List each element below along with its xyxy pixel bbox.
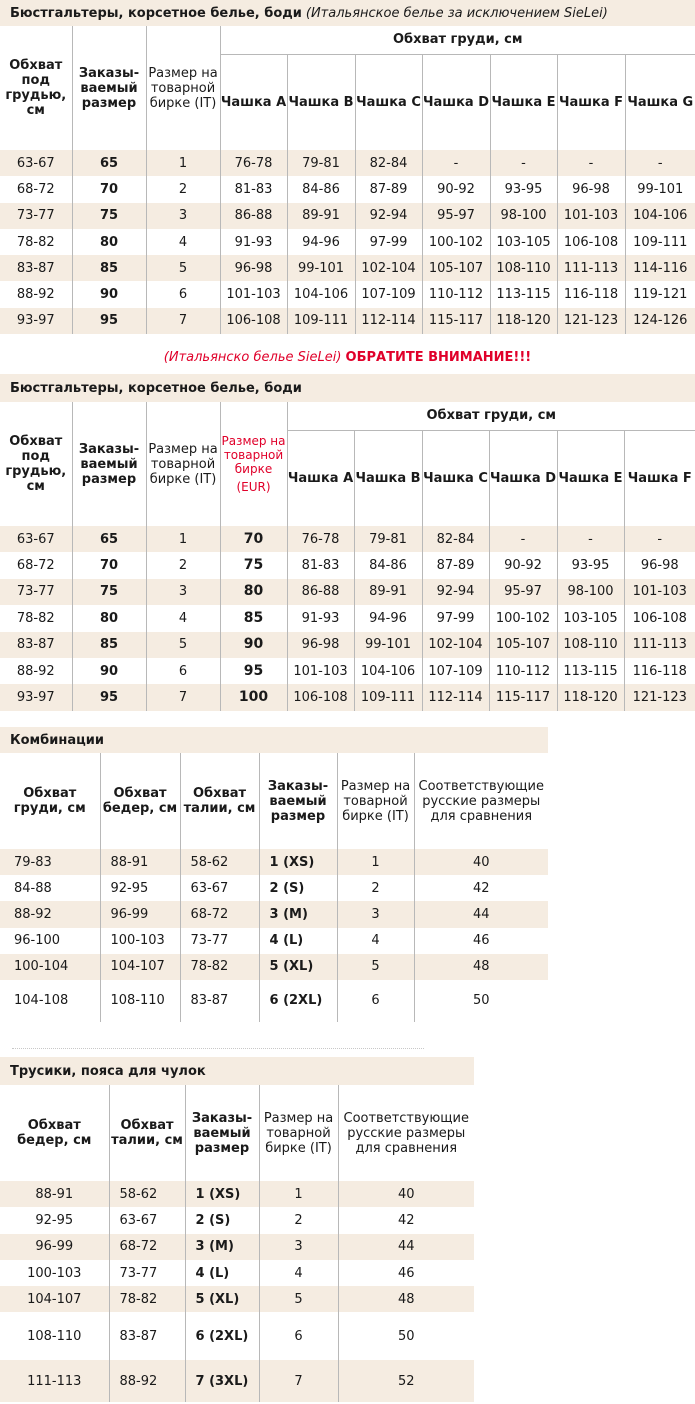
table2-cell-cup-c: 82-84 [422, 526, 489, 552]
table4-cell-order: 2 (S) [185, 1207, 259, 1233]
table2-title: Бюстгальтеры, корсетное белье, боди [10, 380, 302, 396]
table4-cell-waist: 88-92 [109, 1360, 185, 1402]
table2-cell-cup-d: 105-107 [489, 632, 557, 658]
table4 [0, 1085, 474, 1402]
table1 [0, 26, 695, 334]
note-italic: (Итальянско белье SieLei) [163, 350, 342, 365]
t2-cup-header: Чашка A [287, 430, 354, 526]
table4-cell-hips: 104-107 [0, 1286, 109, 1312]
table2-cell-cup-f: 101-103 [624, 579, 695, 605]
table3-cell-hips: 104-107 [100, 954, 180, 980]
table2-cell-cup-a: 106-108 [287, 684, 354, 710]
table4-cell-hips: 111-113 [0, 1360, 109, 1402]
table3-cell-order: 4 (L) [259, 928, 337, 954]
table3-cell-bust: 88-92 [0, 901, 100, 927]
table4-cell-hips: 88-91 [0, 1181, 109, 1207]
table4-cell-hips: 108-110 [27, 1328, 82, 1344]
table1-cell-cup-g: 99-101 [625, 176, 695, 202]
table1-row [0, 255, 695, 281]
table1-cell-cup-g: 104-106 [625, 203, 695, 229]
table4-cell-ru: 48 [338, 1286, 474, 1312]
table3-cell-bust: 96-100 [14, 933, 61, 949]
table1-cell-cup-f: 101-103 [557, 203, 625, 229]
table2-cell-eur: 85 [220, 605, 287, 631]
t2-h-eur-label: Размер на товарной бирке [221, 434, 286, 476]
table3-cell-tag: 5 [337, 954, 414, 980]
table4-cell-tag: 1 [259, 1181, 338, 1207]
table2-cell-cup-b: 89-91 [354, 579, 422, 605]
table4-cell-order: 5 (XL) [185, 1286, 259, 1312]
table1-cell-cup-e: 108-110 [490, 255, 557, 281]
table1-cell-cup-b: 99-101 [287, 255, 355, 281]
t2-h-eur [220, 402, 287, 526]
table1-title: Бюстгальтеры, корсетное белье, боди [10, 5, 302, 21]
table2-cell-cup-d: 110-112 [489, 658, 557, 684]
table2-cell-order: 75 [72, 579, 146, 605]
table2-cell-order: 65 [72, 526, 146, 552]
table1-row [0, 176, 695, 202]
table1-cell-tag: 5 [146, 255, 220, 281]
table1-cell-cup-b: 104-106 [287, 281, 355, 307]
table1-cell-underbust: 63-67 [0, 150, 72, 176]
table4-row [0, 1260, 474, 1286]
table1-cell-cup-d: 115-117 [422, 308, 490, 334]
table4-title-bar [0, 1057, 474, 1085]
table1-row [0, 229, 695, 255]
table1-cell-underbust: 83-87 [0, 255, 72, 281]
table3-cell-waist: 78-82 [180, 954, 259, 980]
table3-cell-tag: 1 [337, 849, 414, 875]
table2-cell-cup-e: 118-120 [557, 684, 624, 710]
table4-cell-tag: 3 [259, 1234, 338, 1260]
table1-cell-tag: 1 [146, 150, 220, 176]
t2-h-underbust: Обхват под грудью, см [5, 434, 67, 494]
table2-cell-eur: 80 [220, 579, 287, 605]
table1-cell-cup-f: 106-108 [557, 229, 625, 255]
table4-cell-ru: 52 [338, 1360, 474, 1402]
table3-cell-order: 1 (XS) [259, 849, 337, 875]
table3-cell-hips: 100-103 [100, 928, 180, 954]
table1-subtitle: (Итальянское белье за исключением SieLei) [305, 5, 608, 21]
table1-cell-order: 65 [72, 150, 146, 176]
table3-cell-waist: 68-72 [180, 901, 259, 927]
table4-row [0, 1286, 474, 1312]
table4-cell-waist: 68-72 [109, 1234, 185, 1260]
table2-cell-order: 90 [72, 658, 146, 684]
t1-h-tag: Размер на товарной бирке (IT) [146, 26, 220, 150]
table3-cell-order: 2 (S) [259, 875, 337, 901]
table1-cell-tag: 4 [146, 229, 220, 255]
table1-cell-underbust: 88-92 [16, 287, 55, 303]
table4-cell-ru: 50 [338, 1312, 474, 1360]
t2-cup-header: Чашка F [624, 430, 695, 526]
table1-title-bar [0, 0, 695, 26]
table2-row [0, 579, 695, 605]
t3-h-tag: Размер на товарной бирке (IT) [337, 753, 414, 849]
table2-cell-cup-a: 101-103 [287, 658, 354, 684]
table4-cell-tag: 4 [259, 1260, 338, 1286]
table2-cell-cup-c: 87-89 [422, 552, 489, 578]
table2-cell-tag: 7 [146, 684, 220, 710]
t2-cup-header: Чашка B [354, 430, 422, 526]
table4-cell-waist: 63-67 [109, 1207, 185, 1233]
table2-cell-cup-e: 103-105 [557, 605, 624, 631]
table1-cell-underbust: 73-77 [0, 203, 72, 229]
table2-row [0, 632, 695, 658]
table3-cell-bust: 104-108 [14, 993, 69, 1009]
table2-cell-cup-e: 113-115 [557, 658, 624, 684]
table3-cell-waist: 83-87 [180, 980, 259, 1022]
table4-cell-hips: 92-95 [35, 1212, 74, 1228]
table3-cell-tag: 2 [337, 875, 414, 901]
t2-cup-header: Чашка C [422, 430, 489, 526]
table2-cell-eur: 90 [220, 632, 287, 658]
table2-row [0, 684, 695, 710]
table1-row [0, 150, 695, 176]
table4-cell-ru: 46 [338, 1260, 474, 1286]
table3-cell-ru: 40 [414, 849, 548, 875]
table2-cell-tag: 4 [146, 605, 220, 631]
table4-cell-order: 7 (3XL) [185, 1360, 259, 1402]
table3-cell-bust: 84-88 [14, 880, 52, 896]
table2-cell-tag: 2 [146, 552, 220, 578]
t1-group-header: Обхват груди, см [220, 26, 695, 54]
table4-cell-waist: 73-77 [109, 1260, 185, 1286]
table1-cell-cup-c: 82-84 [355, 150, 422, 176]
table4-cell-ru: 44 [338, 1234, 474, 1260]
table1-cell-cup-f: 121-123 [557, 308, 625, 334]
table2-cell-cup-e: 93-95 [557, 552, 624, 578]
table3-cell-ru: 50 [414, 980, 548, 1022]
table2-cell-cup-c: 102-104 [422, 632, 489, 658]
table3-cell-waist: 63-67 [180, 875, 259, 901]
table1-cell-cup-d: 105-107 [422, 255, 490, 281]
table1-cell-cup-c: 97-99 [355, 229, 422, 255]
table2-cell-cup-b: 99-101 [354, 632, 422, 658]
table4-cell-hips: 100-103 [27, 1265, 82, 1281]
t3-h-ru: Соответствующие русские размеры для сравнения [414, 753, 548, 849]
table2-cell-cup-d: 95-97 [489, 579, 557, 605]
table4-cell-ru: 42 [338, 1207, 474, 1233]
note-bold: ОБРАТИТЕ ВНИМАНИЕ!!! [345, 350, 532, 365]
table3-row [0, 928, 548, 954]
table2-row [0, 605, 695, 631]
table3-cell-ru: 42 [414, 875, 548, 901]
table3-row [0, 901, 548, 927]
table3-cell-tag: 4 [337, 928, 414, 954]
table2-cell-cup-f: 111-113 [624, 632, 695, 658]
table2-cell-order: 80 [72, 605, 146, 631]
t4-h-order: Заказы-ваемый размер [185, 1085, 259, 1181]
table1-cell-cup-a: 106-108 [220, 308, 287, 334]
table1-cell-underbust: 93-97 [0, 308, 72, 334]
table3-cell-tag: 3 [337, 901, 414, 927]
t2-h-order: Заказы-ваемый размер [72, 402, 146, 526]
table2-cell-tag: 5 [146, 632, 220, 658]
t4-h-hips: Обхват бедер, см [17, 1118, 92, 1148]
t1-h-order: Заказы-ваемый размер [72, 26, 146, 150]
table3-row [0, 849, 548, 875]
table1-cell-cup-b: 109-111 [287, 308, 355, 334]
table3-cell-order: 5 (XL) [259, 954, 337, 980]
table4-cell-tag: 7 [259, 1360, 338, 1402]
table1-cell-order: 75 [72, 203, 146, 229]
table4-cell-tag: 5 [259, 1286, 338, 1312]
table1-cell-cup-g: 119-121 [625, 281, 695, 307]
table1-cell-cup-g: - [625, 150, 695, 176]
table2-cell-eur: 100 [220, 684, 287, 710]
table1-cell-underbust: 68-72 [16, 181, 55, 197]
table4-cell-tag: 6 [259, 1312, 338, 1360]
table3-cell-ru: 44 [414, 901, 548, 927]
t4-h-tag: Размер на товарной бирке (IT) [259, 1085, 338, 1181]
table3-cell-ru: 46 [414, 928, 548, 954]
table1-cell-cup-b: 79-81 [287, 150, 355, 176]
t1-cup-header: Чашка E [490, 54, 557, 150]
table2-cell-cup-a: 86-88 [287, 579, 354, 605]
t2-cup-header: Чашка D [489, 430, 557, 526]
table2-cell-cup-b: 104-106 [354, 658, 422, 684]
t1-cup-header: Чашка G [625, 54, 695, 150]
table1-cell-cup-b: 84-86 [287, 176, 355, 202]
t1-h-underbust: Обхват под грудью, см [5, 58, 67, 118]
t3-h-hips: Обхват бедер, см [100, 753, 180, 849]
table3-cell-hips: 88-91 [100, 849, 180, 875]
table3-title: Комбинации [10, 732, 104, 748]
table2-cell-cup-a: 81-83 [287, 552, 354, 578]
table4-row [0, 1312, 474, 1360]
table1-cell-cup-g: 109-111 [625, 229, 695, 255]
table2-cell-tag: 3 [146, 579, 220, 605]
table2-row [0, 526, 695, 552]
table1-cell-cup-e: 93-95 [490, 176, 557, 202]
table2-cell-cup-b: 109-111 [354, 684, 422, 710]
table2-cell-cup-b: 84-86 [354, 552, 422, 578]
table2-cell-cup-f: - [624, 526, 695, 552]
t1-cup-header: Чашка C [355, 54, 422, 150]
table1-cell-cup-e: 118-120 [490, 308, 557, 334]
t4-h-waist: Обхват талии, см [109, 1085, 185, 1181]
table1-cell-tag: 3 [146, 203, 220, 229]
t3-h-order: Заказы-ваемый размер [259, 753, 337, 849]
table3-title-bar [0, 727, 548, 753]
table4-cell-order: 6 (2XL) [185, 1312, 259, 1360]
table1-cell-cup-e: - [490, 150, 557, 176]
table1-cell-cup-f: 96-98 [557, 176, 625, 202]
table1-cell-cup-e: 113-115 [490, 281, 557, 307]
table2-row [0, 658, 695, 684]
table1-cell-cup-c: 107-109 [355, 281, 422, 307]
table2-cell-underbust: 78-82 [16, 610, 55, 626]
table1-cell-cup-c: 102-104 [355, 255, 422, 281]
table1-cell-cup-f: 116-118 [557, 281, 625, 307]
table4-row [0, 1360, 474, 1402]
table4-cell-tag: 2 [259, 1207, 338, 1233]
table2-cell-cup-c: 107-109 [422, 658, 489, 684]
table3-row [0, 875, 548, 901]
table3-row [0, 954, 548, 980]
table2-cell-underbust: 63-67 [0, 526, 72, 552]
t3-h-bust: Обхват груди, см [13, 786, 86, 816]
table1-cell-cup-e: 98-100 [490, 203, 557, 229]
table4-cell-waist: 58-62 [109, 1181, 185, 1207]
t4-h-ru: Соответствующие русские размеры для сравнения [338, 1085, 474, 1181]
table2-row [0, 552, 695, 578]
table1-cell-cup-d: 95-97 [422, 203, 490, 229]
table1-cell-cup-a: 96-98 [220, 255, 287, 281]
table3-cell-hips: 96-99 [100, 901, 180, 927]
table1-cell-order: 70 [72, 176, 146, 202]
table1-cell-cup-d: 90-92 [422, 176, 490, 202]
table4-cell-hips: 96-99 [0, 1234, 109, 1260]
table2-cell-eur: 70 [220, 526, 287, 552]
table2-cell-cup-b: 79-81 [354, 526, 422, 552]
table4-cell-order: 1 (XS) [185, 1181, 259, 1207]
table2-cell-cup-c: 92-94 [422, 579, 489, 605]
table2-cell-cup-e: 108-110 [557, 632, 624, 658]
table1-row [0, 308, 695, 334]
table2-cell-cup-d: 115-117 [489, 684, 557, 710]
table2-cell-eur: 95 [220, 658, 287, 684]
table4-title: Трусики, пояса для чулок [10, 1063, 206, 1079]
table2-cell-cup-d: 90-92 [489, 552, 557, 578]
table1-cell-cup-d: 110-112 [422, 281, 490, 307]
table4-cell-waist: 78-82 [109, 1286, 185, 1312]
table2-cell-cup-e: - [557, 526, 624, 552]
table2-title-bar [0, 374, 695, 402]
table1-cell-cup-d: - [422, 150, 490, 176]
table2 [0, 402, 695, 711]
table3-cell-waist: 73-77 [180, 928, 259, 954]
table2-cell-cup-f: 96-98 [624, 552, 695, 578]
table1-cell-underbust: 78-82 [16, 234, 55, 250]
table4-cell-order: 3 (M) [185, 1234, 259, 1260]
table4-row [0, 1234, 474, 1260]
t1-cup-header: Чашка F [557, 54, 625, 150]
t1-cup-header: Чашка B [287, 54, 355, 150]
table1-cell-cup-a: 86-88 [220, 203, 287, 229]
t3-dotted-line [12, 1048, 424, 1049]
table2-cell-cup-d: 100-102 [489, 605, 557, 631]
table2-cell-cup-e: 98-100 [557, 579, 624, 605]
table3-cell-order: 3 (M) [259, 901, 337, 927]
table2-cell-tag: 1 [146, 526, 220, 552]
table3-cell-bust: 100-104 [0, 954, 100, 980]
table2-cell-cup-f: 106-108 [624, 605, 695, 631]
table4-row [0, 1207, 474, 1233]
table2-cell-tag: 6 [146, 658, 220, 684]
table3-cell-hips: 92-95 [100, 875, 180, 901]
table2-cell-cup-c: 97-99 [422, 605, 489, 631]
table2-cell-cup-f: 116-118 [624, 658, 695, 684]
table2-cell-cup-a: 91-93 [287, 605, 354, 631]
table2-cell-cup-a: 96-98 [287, 632, 354, 658]
table1-cell-order: 85 [72, 255, 146, 281]
table4-cell-order: 4 (L) [185, 1260, 259, 1286]
table2-cell-cup-c: 112-114 [422, 684, 489, 710]
t2-cup-header: Чашка E [557, 430, 624, 526]
table1-row [0, 203, 695, 229]
table1-cell-order: 80 [72, 229, 146, 255]
table2-cell-underbust: 73-77 [0, 579, 72, 605]
table1-cell-tag: 2 [146, 176, 220, 202]
table2-cell-underbust: 68-72 [16, 558, 55, 574]
table1-cell-tag: 7 [146, 308, 220, 334]
table3-cell-waist: 58-62 [180, 849, 259, 875]
t2-h-eur-code: (EUR) [236, 480, 271, 494]
t1-cup-header: Чашка D [422, 54, 490, 150]
table1-cell-tag: 6 [146, 281, 220, 307]
table2-cell-order: 70 [72, 552, 146, 578]
table1-cell-cup-a: 91-93 [220, 229, 287, 255]
table1-cell-cup-a: 81-83 [220, 176, 287, 202]
table2-cell-underbust: 83-87 [0, 632, 72, 658]
table1-row [0, 281, 695, 307]
table1-cell-cup-c: 112-114 [355, 308, 422, 334]
t3-h-waist: Обхват талии, см [180, 753, 259, 849]
table2-cell-cup-b: 94-96 [354, 605, 422, 631]
table2-cell-order: 85 [72, 632, 146, 658]
table2-cell-cup-f: 121-123 [624, 684, 695, 710]
table3 [0, 753, 548, 1022]
t1-cup-header: Чашка A [220, 54, 287, 150]
t2-group-header: Обхват груди, см [287, 402, 695, 430]
t2-h-tag: Размер на товарной бирке (IT) [146, 402, 220, 526]
table3-cell-ru: 48 [414, 954, 548, 980]
table1-cell-cup-c: 87-89 [355, 176, 422, 202]
table1-cell-cup-b: 94-96 [287, 229, 355, 255]
table1-cell-cup-e: 103-105 [490, 229, 557, 255]
sielei-note [0, 350, 695, 365]
table3-cell-tag: 6 [337, 980, 414, 1022]
table1-cell-order: 95 [72, 308, 146, 334]
table3-cell-hips: 108-110 [100, 980, 180, 1022]
table4-cell-waist: 83-87 [109, 1312, 185, 1360]
table2-cell-cup-a: 76-78 [287, 526, 354, 552]
table2-cell-underbust: 93-97 [0, 684, 72, 710]
table2-cell-order: 95 [72, 684, 146, 710]
table1-cell-cup-g: 114-116 [625, 255, 695, 281]
table1-cell-cup-c: 92-94 [355, 203, 422, 229]
table2-cell-eur: 75 [220, 552, 287, 578]
table4-row [0, 1181, 474, 1207]
table2-cell-cup-d: - [489, 526, 557, 552]
table1-cell-cup-a: 101-103 [220, 281, 287, 307]
table2-cell-underbust: 88-92 [16, 663, 55, 679]
table1-cell-cup-f: 111-113 [557, 255, 625, 281]
table1-cell-cup-a: 76-78 [220, 150, 287, 176]
table3-cell-bust: 79-83 [0, 849, 100, 875]
table1-cell-cup-b: 89-91 [287, 203, 355, 229]
table1-cell-order: 90 [72, 281, 146, 307]
table3-cell-order: 6 (2XL) [259, 980, 337, 1022]
table1-cell-cup-d: 100-102 [422, 229, 490, 255]
table3-row [0, 980, 548, 1022]
table4-cell-ru: 40 [338, 1181, 474, 1207]
table1-cell-cup-g: 124-126 [625, 308, 695, 334]
table1-cell-cup-f: - [557, 150, 625, 176]
